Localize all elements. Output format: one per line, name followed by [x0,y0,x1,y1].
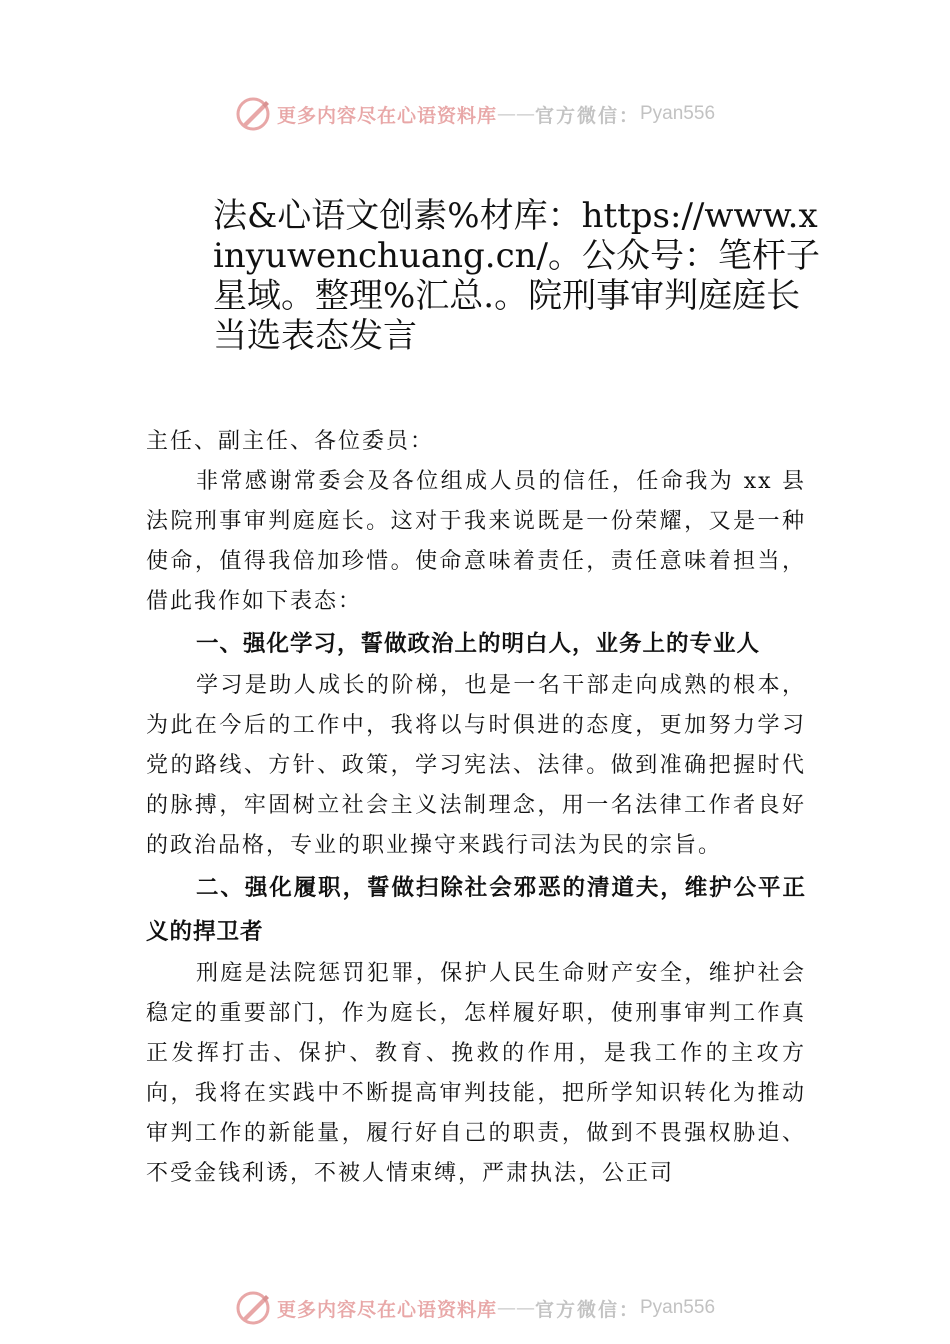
banner-main-text: 更多内容尽在心语资料库 [276,1298,497,1321]
banner-wechat-id: Pyan556 [640,103,716,124]
document-title: 法&心语文创素%材库：https://www.xinyuwenchuang.cn/。公众号：笔杆子星域。整理%汇总.。院刑事审判庭庭长当选表态发言 [213,196,820,356]
banner-wechat-label: 官方微信： [534,1298,640,1321]
header-banner [0,94,950,134]
section-heading: 二、强化履职，誓做扫除社会邪恶的清道夫，维护公平正义的捍卫者 [146,875,806,944]
banner-wechat-id: Pyan556 [640,1297,716,1318]
footer-banner [0,1288,950,1328]
banner-dash: —— [496,103,535,125]
document-body [146,422,806,1194]
pen-logo-icon [235,1290,271,1326]
pen-logo-icon [235,96,271,132]
body-paragraph: 刑庭是法院惩罚犯罪，保护人民生命财产安全，维护社会稳定的重要部门，作为庭长，怎样履好职，使刑事审判工作真正发挥打击、保护、教育、挽救的作用，是我工作的主攻方向，我将在实践中不断提高审判技能，把所学知识转化为推动审判工作的新能量，履行好自己的职责，做到不畏强权胁迫、不受金钱利诱，不被人情束缚，严肃执法，公正司 [146,961,806,1186]
banner-wechat-label: 官方微信： [534,104,640,127]
banner-dash: —— [496,1297,535,1319]
body-paragraph: 学习是助人成长的阶梯，也是一名干部走向成熟的根本，为此在今后的工作中，我将以与时俱进的态度，更加努力学习党的路线、方针、政策，学习宪法、法律。做到准确把握时代的脉搏，牢固树立社会主义法制理念，用一名法律工作者良好的政治品格，专业的职业操守来践行司法为民的宗旨。 [146,673,806,858]
section-heading: 一、强化学习，誓做政治上的明白人，业务上的专业人 [196,631,761,656]
body-paragraph: 非常感谢常委会及各位组成人员的信任，任命我为 xx 县法院刑事审判庭庭长。这对于我来说既是一份荣耀，又是一种使命，值得我倍加珍惜。使命意味着责任，责任意味着担当，借此我作如下表态： [146,469,806,614]
salutation: 主任、副主任、各位委员： [146,429,435,454]
banner-main-text: 更多内容尽在心语资料库 [276,104,497,127]
